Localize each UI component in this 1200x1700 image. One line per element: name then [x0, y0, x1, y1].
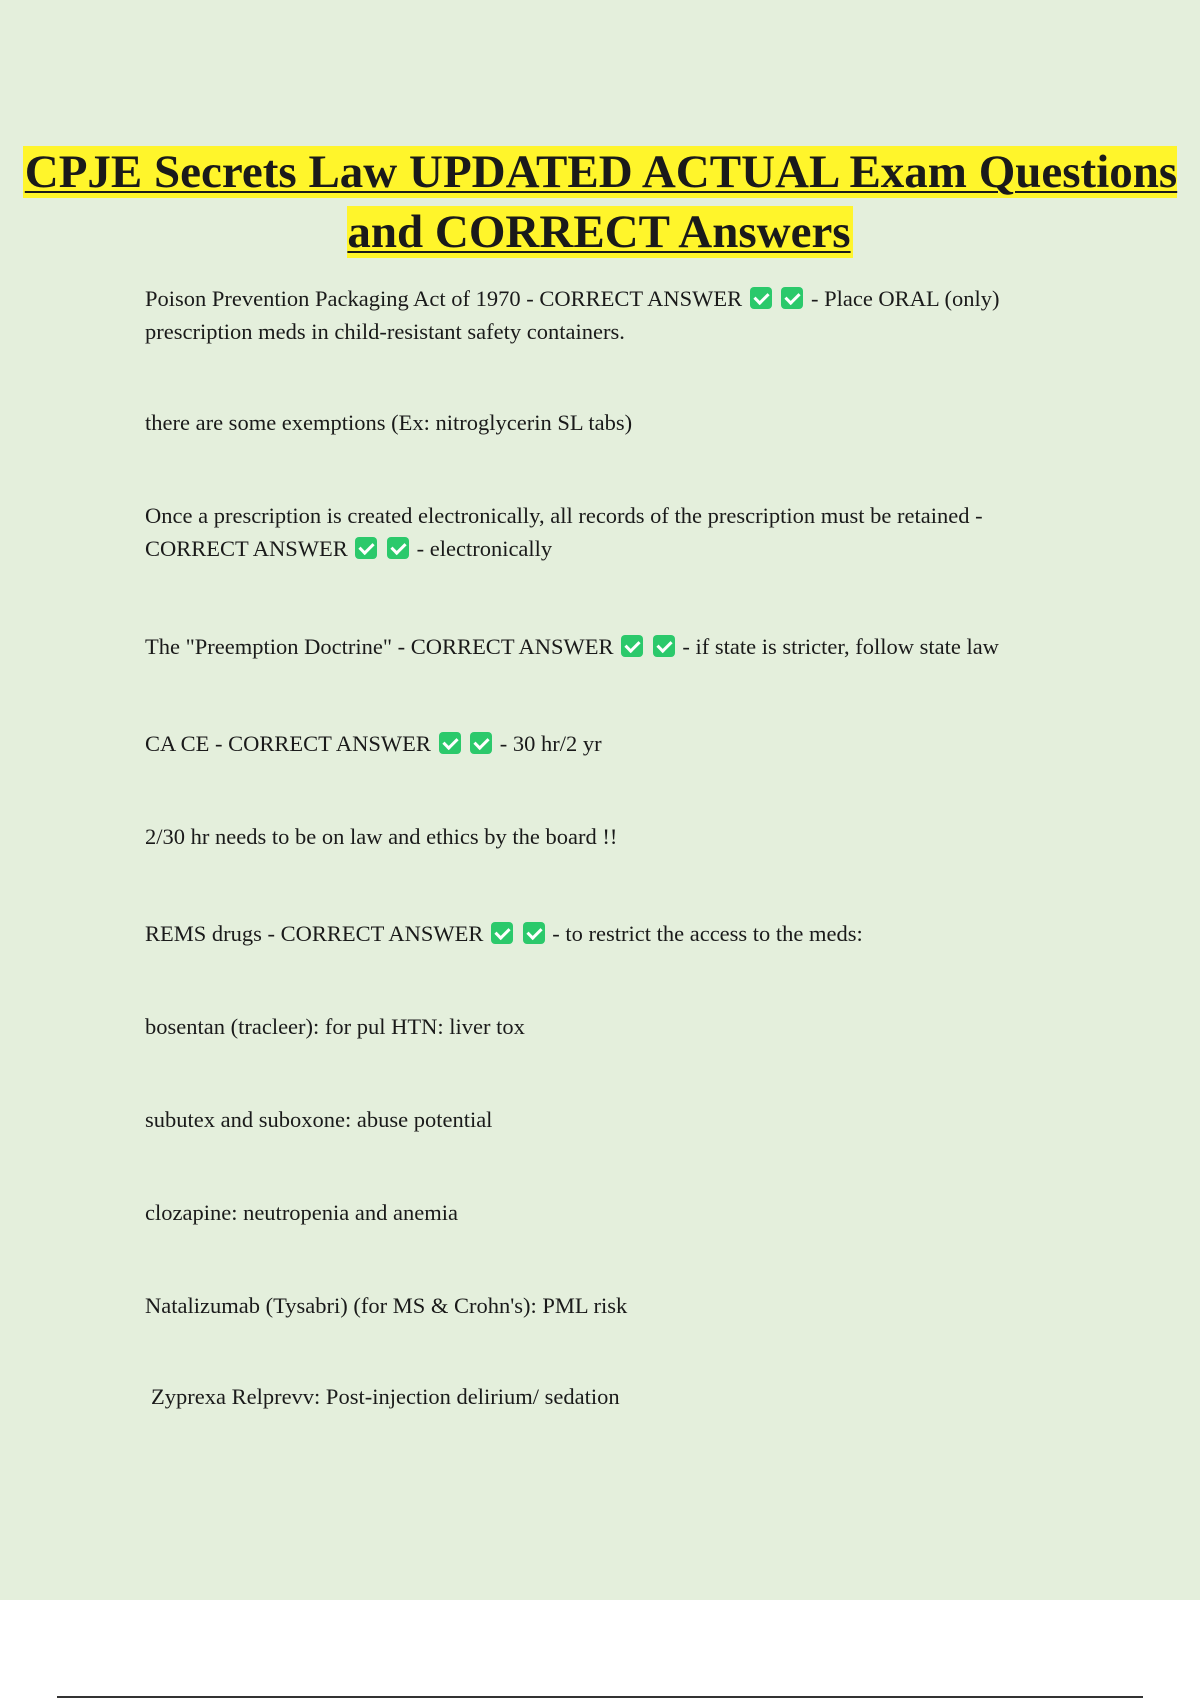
note-bosentan: bosentan (tracleer): for pul HTN: liver tox	[145, 1014, 525, 1039]
answer-text: - Place ORAL (only) prescription meds in child-resistant safety containers.	[145, 286, 1000, 344]
check-mark-icon	[387, 537, 409, 559]
note-law-ethics: 2/30 hr needs to be on law and ethics by the board !!	[145, 824, 618, 849]
check-mark-icon	[491, 922, 513, 944]
answer-marker: CORRECT ANSWER	[539, 286, 743, 311]
check-mark-icon	[355, 537, 377, 559]
note-subutex: subutex and suboxone: abuse potential	[145, 1107, 493, 1132]
check-mark-icon	[523, 922, 545, 944]
check-mark-icon	[653, 635, 675, 657]
document-title-text: CPJE Secrets Law UPDATED ACTUAL Exam Questions and CORRECT Answers	[24, 146, 1178, 258]
question-text: The "Preemption Doctrine" -	[145, 634, 411, 659]
question-text: REMS drugs -	[145, 921, 281, 946]
document-title	[0, 142, 1200, 262]
question-text: CA CE -	[145, 731, 229, 756]
answer-marker: CORRECT ANSWER	[410, 634, 614, 659]
qa-item-electronic-records	[145, 499, 1065, 565]
answer-text: - if state is stricter, follow state law	[682, 634, 999, 659]
qa-item-poison-prevention	[145, 282, 1065, 348]
answer-marker: CORRECT ANSWER	[228, 731, 431, 756]
check-mark-icon	[439, 732, 461, 754]
check-mark-icon	[470, 732, 492, 754]
answer-marker: CORRECT ANSWER	[280, 921, 484, 946]
answer-text: - 30 hr/2 yr	[499, 731, 602, 756]
qa-item-preemption-doctrine	[145, 630, 1065, 663]
qa-item-ca-ce	[145, 727, 1065, 760]
note-exemptions: there are some exemptions (Ex: nitroglycerin SL tabs)	[145, 410, 633, 435]
answer-text: - electronically	[416, 536, 553, 561]
answer-marker: CORRECT ANSWER	[145, 536, 348, 561]
answer-text: - to restrict the access to the meds:	[552, 921, 863, 946]
check-mark-icon	[621, 635, 643, 657]
qa-item-rems-drugs	[145, 917, 1065, 950]
note-zyprexa: Zyprexa Relprevv: Post-injection delirium/ sedation	[151, 1384, 620, 1409]
note-clozapine: clozapine: neutropenia and anemia	[145, 1200, 458, 1225]
note-natalizumab: Natalizumab (Tysabri) (for MS & Crohn's): PML risk	[145, 1293, 628, 1318]
question-text: Once a prescription is created electronically, all records of the prescription must be retained -	[145, 503, 983, 528]
footer-divider	[57, 1696, 1143, 1698]
check-mark-icon	[781, 287, 803, 309]
check-mark-icon	[750, 287, 772, 309]
question-text: Poison Prevention Packaging Act of 1970 -	[145, 286, 540, 311]
